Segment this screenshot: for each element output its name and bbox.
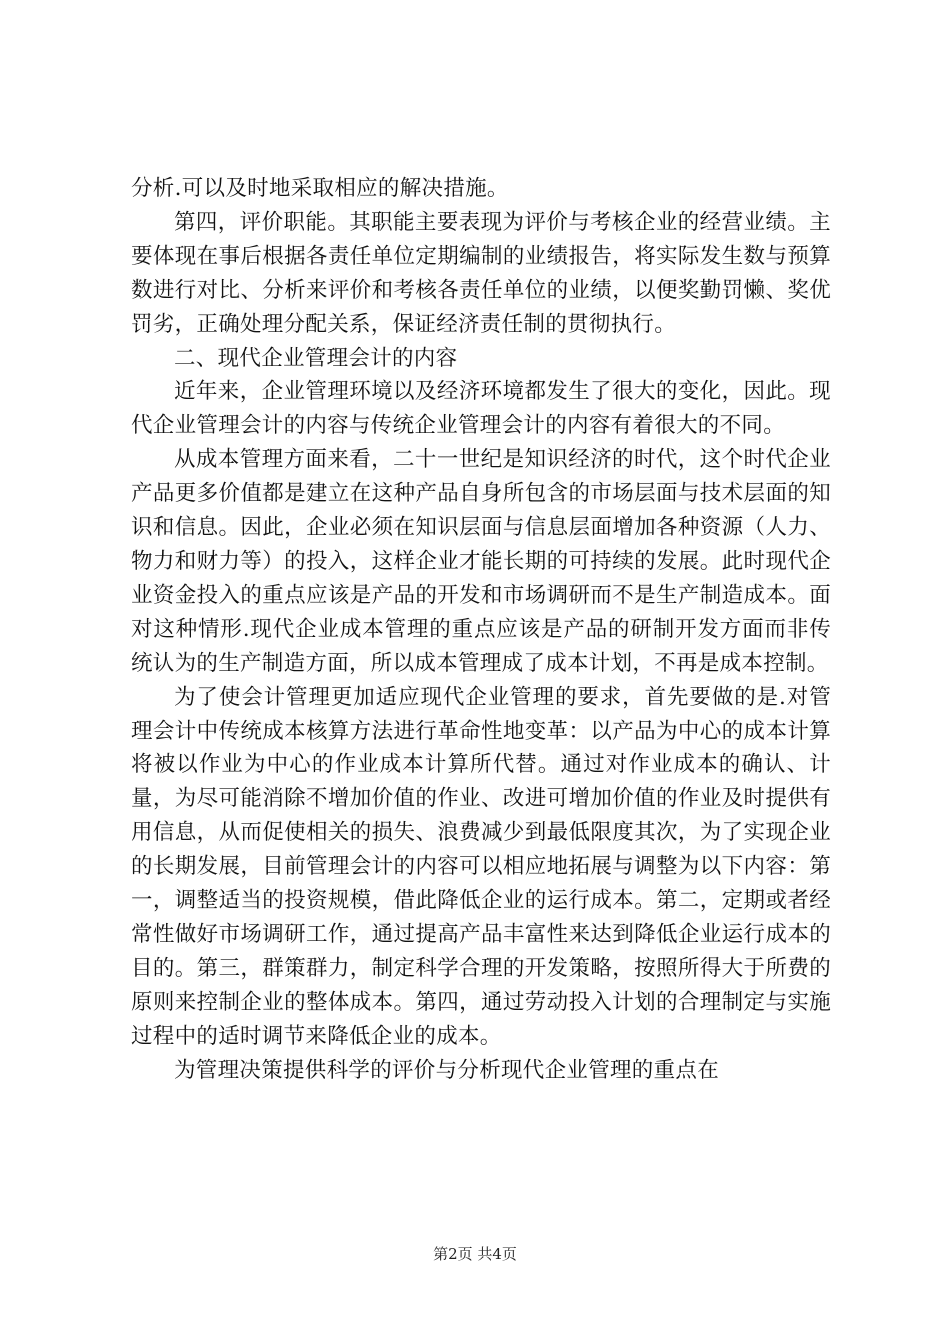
document-body xyxy=(131,172,831,1087)
paragraph: 第四，评价职能。其职能主要表现为评价与考核企业的经营业绩。主要体现在事后根据各责任单位定期编制的业绩报告，将实际发生数与预算数进行对比、分析来评价和考核各责任单位的业绩，以便奖勤罚懒、奖优罚劣，正确处理分配关系，保证经济责任制的贯彻执行。 xyxy=(131,209,831,337)
paragraph: 为了使会计管理更加适应现代企业管理的要求，首先要做的是.对管理会计中传统成本核算方法进行革命性地变革：以产品为中心的成本计算将被以作业为中心的作业成本计算所代替。通过对作业成本的确认、计量，为尽可能消除不增加价值的作业、改进可增加价值的作业及时提供有用信息，从而促使相关的损失、浪费减少到最低限度其次，为了实现企业的长期发展，目前管理会计的内容可以相应地拓展与调整为以下内容：第一，调整适当的投资规模，借此降低企业的运行成本。第二，定期或者经常性做好市场调研工作，通过提高产品丰富性来达到降低企业运行成本的目的。第三，群策群力，制定科学合理的开发策略，按照所得大于所费的原则来控制企业的整体成本。第四，通过劳动投入计划的合理制定与实施过程中的适时调节来降低企业的成本。 xyxy=(131,684,831,1049)
page-number-label: 第2页 共4页 xyxy=(433,1245,517,1263)
paragraph: 从成本管理方面来看，二十一世纪是知识经济的时代，这个时代企业产品更多价值都是建立在这种产品自身所包含的市场层面与技术层面的知识和信息。因此，企业必须在知识层面与信息层面增加各种资源（人力、物力和财力等）的投入，这样企业才能长期的可持续的发展。此时现代企业资金投入的重点应该是产品的开发和市场调研而不是生产制造成本。面对这种情形.现代企业成本管理的重点应该是产品的研制开发方面而非传统认为的生产制造方面，所以成本管理成了成本计划，不再是成本控制。 xyxy=(131,447,831,676)
paragraph: 为管理决策提供科学的评价与分析现代企业管理的重点在 xyxy=(174,1057,720,1083)
paragraph: 近年来，企业管理环境以及经济环境都发生了很大的变化，因此。现代企业管理会计的内容与传统企业管理会计的内容有着很大的不同。 xyxy=(131,379,831,439)
paragraph: 分析.可以及时地采取相应的解决措施。 xyxy=(131,176,509,201)
section-heading: 二、现代企业管理会计的内容 xyxy=(174,345,458,371)
page-footer xyxy=(0,1244,950,1264)
